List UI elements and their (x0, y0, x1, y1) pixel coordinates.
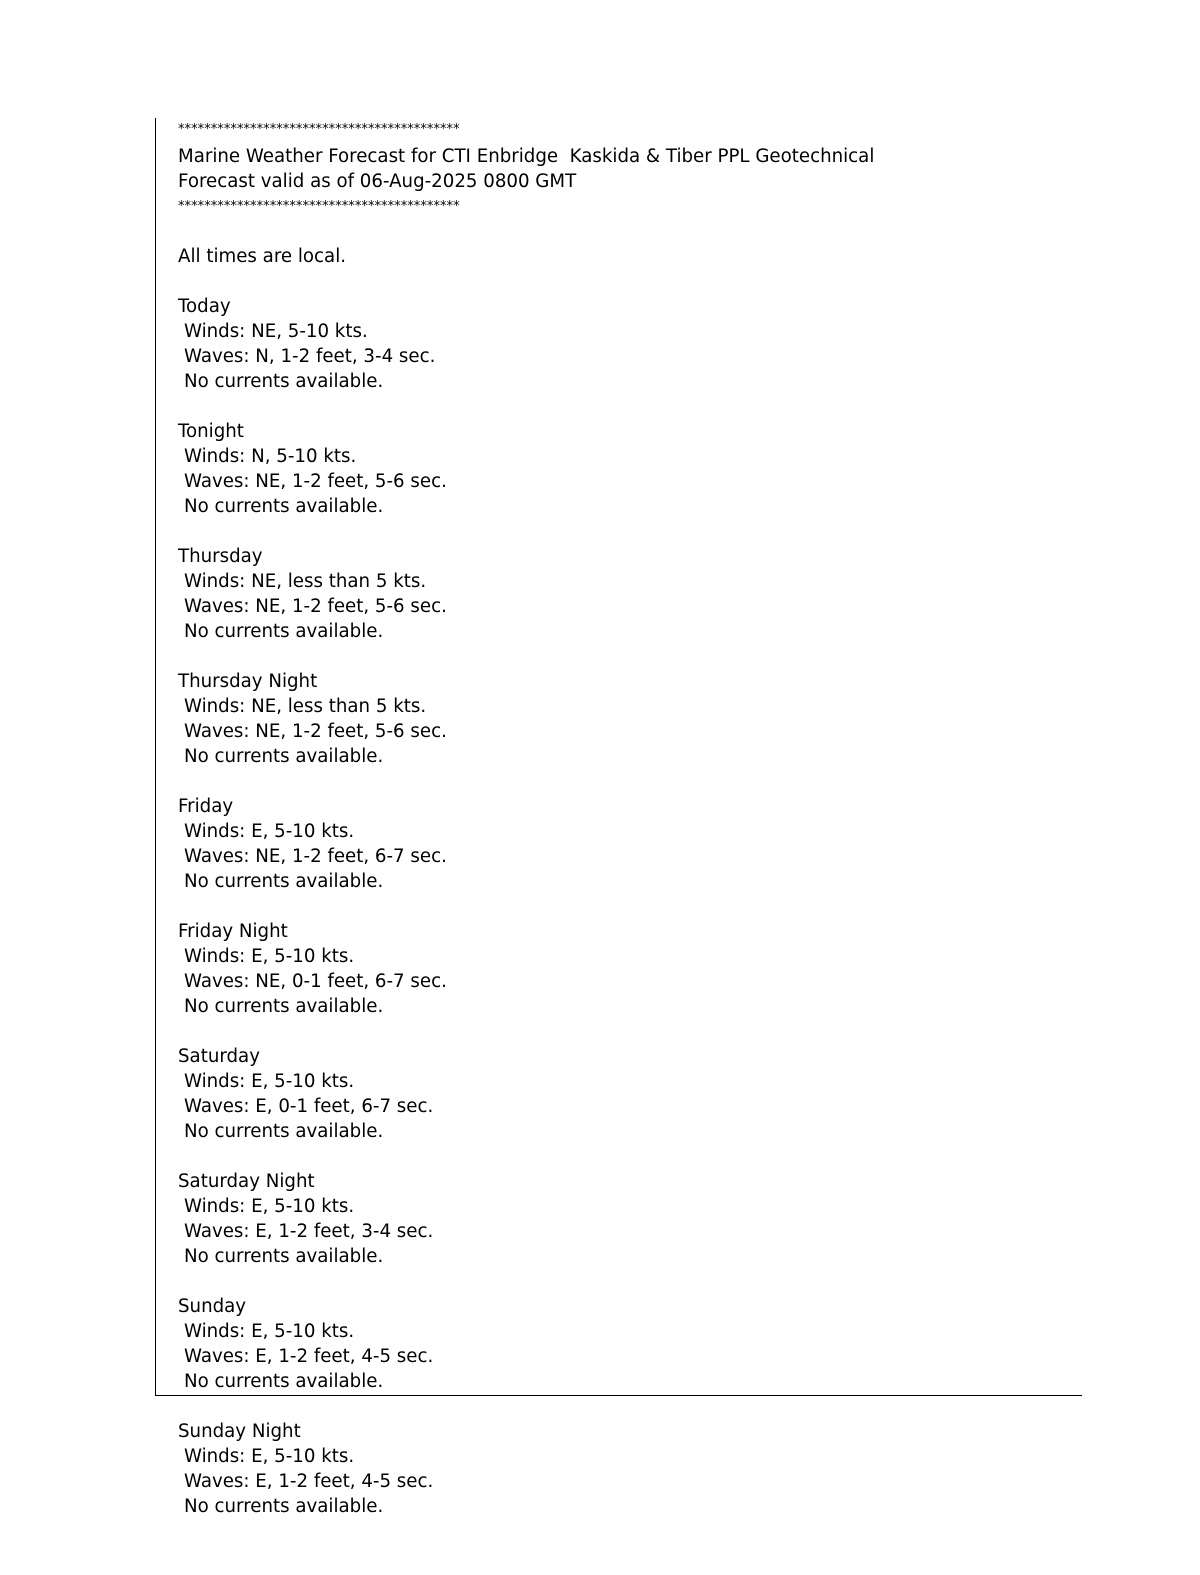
forecast-period-tonight (178, 419, 1078, 519)
period-currents: No currents available. (184, 1496, 384, 1517)
forecast-period-saturday (178, 1044, 1078, 1144)
period-winds: Winds: NE, 5-10 kts. (184, 321, 368, 342)
period-winds: Winds: NE, less than 5 kts. (184, 571, 427, 592)
period-winds: Winds: E, 5-10 kts. (184, 1196, 355, 1217)
spacer (178, 894, 1078, 919)
spacer (178, 1019, 1078, 1044)
period-waves: Waves: E, 1-2 feet, 3-4 sec. (184, 1221, 434, 1242)
period-currents: No currents available. (184, 621, 384, 642)
period-name: Saturday Night (178, 1171, 315, 1192)
header-stars-bottom: ******************************************* (178, 199, 460, 214)
period-currents: No currents available. (184, 1371, 384, 1392)
period-name: Sunday (178, 1296, 247, 1317)
period-name: Today (178, 296, 231, 317)
period-currents: No currents available. (184, 996, 384, 1017)
forecast-period-friday (178, 794, 1078, 894)
spacer (178, 269, 1078, 294)
period-name: Thursday (178, 546, 263, 567)
forecast-periods (178, 294, 1078, 1519)
spacer (178, 769, 1078, 794)
period-name: Friday (178, 796, 234, 817)
forecast-period-sunday (178, 1294, 1078, 1394)
period-currents: No currents available. (184, 371, 384, 392)
period-name: Thursday Night (178, 671, 318, 692)
period-currents: No currents available. (184, 1121, 384, 1142)
forecast-title: Marine Weather Forecast for CTI Enbridge Kaskida & Tiber PPL Geotechnical (178, 146, 875, 167)
period-currents: No currents available. (184, 871, 384, 892)
period-waves: Waves: E, 1-2 feet, 4-5 sec. (184, 1471, 434, 1492)
spacer (178, 1269, 1078, 1294)
period-waves: Waves: NE, 1-2 feet, 6-7 sec. (184, 846, 447, 867)
period-winds: Winds: E, 5-10 kts. (184, 821, 355, 842)
period-waves: Waves: NE, 1-2 feet, 5-6 sec. (184, 721, 447, 742)
period-name: Friday Night (178, 921, 288, 942)
spacer (178, 219, 1078, 244)
spacer (178, 394, 1078, 419)
period-winds: Winds: E, 5-10 kts. (184, 1321, 355, 1342)
spacer (178, 644, 1078, 669)
forecast-period-saturday-night (178, 1169, 1078, 1269)
period-name: Tonight (178, 421, 244, 442)
forecast-period-friday-night (178, 919, 1078, 1019)
period-currents: No currents available. (184, 746, 384, 767)
spacer (178, 519, 1078, 544)
period-waves: Waves: E, 1-2 feet, 4-5 sec. (184, 1346, 434, 1367)
period-waves: Waves: N, 1-2 feet, 3-4 sec. (184, 346, 436, 367)
frame-left-rule (155, 118, 156, 1396)
period-winds: Winds: NE, less than 5 kts. (184, 696, 427, 717)
period-waves: Waves: NE, 1-2 feet, 5-6 sec. (184, 596, 447, 617)
period-winds: Winds: N, 5-10 kts. (184, 446, 357, 467)
period-currents: No currents available. (184, 1246, 384, 1267)
period-currents: No currents available. (184, 496, 384, 517)
header-stars-top: ******************************************* (178, 122, 460, 137)
period-name: Sunday Night (178, 1421, 301, 1442)
period-winds: Winds: E, 5-10 kts. (184, 946, 355, 967)
period-winds: Winds: E, 5-10 kts. (184, 1446, 355, 1467)
spacer (178, 1144, 1078, 1169)
period-winds: Winds: E, 5-10 kts. (184, 1071, 355, 1092)
forecast-period-today (178, 294, 1078, 394)
forecast-period-sunday-night (178, 1419, 1078, 1519)
spacer (178, 1394, 1078, 1419)
forecast-document (178, 116, 1078, 1519)
period-waves: Waves: NE, 0-1 feet, 6-7 sec. (184, 971, 447, 992)
time-note: All times are local. (178, 246, 347, 267)
forecast-period-thursday-night (178, 669, 1078, 769)
forecast-period-thursday (178, 544, 1078, 644)
period-waves: Waves: E, 0-1 feet, 6-7 sec. (184, 1096, 434, 1117)
period-waves: Waves: NE, 1-2 feet, 5-6 sec. (184, 471, 447, 492)
forecast-valid-time: Forecast valid as of 06-Aug-2025 0800 GMT (178, 171, 577, 192)
period-name: Saturday (178, 1046, 260, 1067)
